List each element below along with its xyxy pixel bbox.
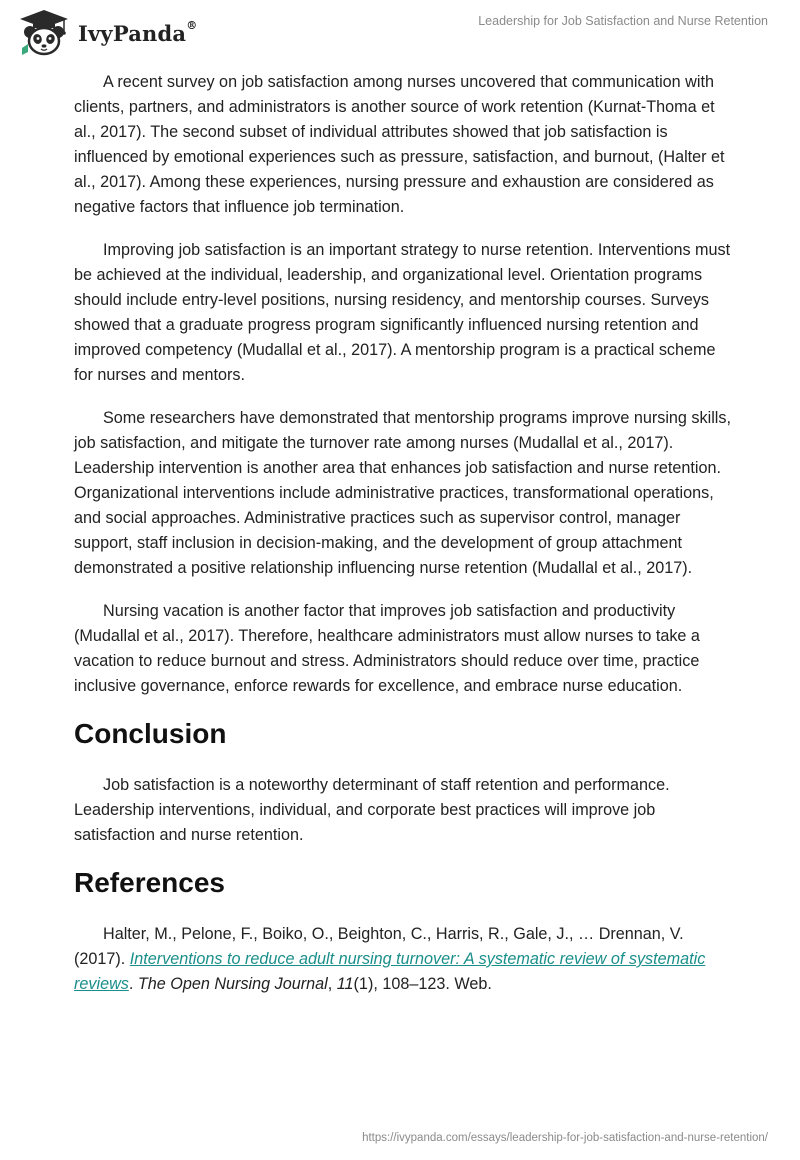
reference-rest: (1), 108–123. Web. <box>353 975 492 993</box>
conclusion-heading: Conclusion <box>74 718 227 749</box>
reference-volume: 11 <box>336 975 354 993</box>
reference-sep: , <box>327 975 337 993</box>
body-paragraph: Nursing vacation is another factor that improves job satisfaction and productivity (Mudallal et al., 2017). Therefore, healthcare administrators must allow nurses to take a vacation to reduce burnout and stress. Administrators should reduce over time, practice inclusive governance, enforce rewards for excellence, and embrace nurse education. <box>74 602 700 695</box>
body-paragraph: A recent survey on job satisfaction among nurses uncovered that communication with clients, partners, and administrators is another source of work retention (Kurnat-Thoma et al., 2017). The second subset of individual attributes showed that job satisfaction is influenced by emotional experiences such as pressure, satisfaction, and burnout, (Halter et al., 2017). Among these experiences, nursing pressure and exhaustion are considered as negative factors that influence job termination. <box>74 73 725 216</box>
brand-name: IvyPanda® <box>78 18 198 46</box>
conclusion-paragraph: Job satisfaction is a noteworthy determinant of staff retention and performance. Leadership interventions, individual, and corporate best practices will improve job satisfaction and nurse retention. <box>74 776 670 844</box>
reference-punct: . <box>128 975 138 993</box>
references-heading: References <box>74 867 225 898</box>
logo[interactable] <box>14 8 197 58</box>
panda-logo-icon <box>14 8 74 58</box>
body-paragraph: Some researchers have demonstrated that mentorship programs improve nursing skills, job satisfaction, and mitigate the turnover rate among nurses (Mudallal et al., 2017). Leadership intervention is another area that enhances job satisfaction and nurse retention. Organizational interventions include administrative practices, transformational operations, and social approaches. Administrative practices such as supervisor control, manager support, staff inclusion in decision-making, and the development of group attachment demonstrated a positive relationship influencing nurse retention (Mudallal et al., 2017). <box>74 409 731 577</box>
essay-content <box>74 70 734 1015</box>
reference-authors: Halter, M., Pelone, F., Boiko, O., Beighton, C., Harris, R., Gale, J., … Drennan, V. (2017). <box>74 925 684 968</box>
body-paragraph: Improving job satisfaction is an important strategy to nurse retention. Interventions must be achieved at the individual, leadership, and organizational level. Orientation programs should include entry-level positions, nursing residency, and mentorship courses. Surveys showed that a graduate progress program significantly influenced nursing retention and improved competency (Mudallal et al., 2017). A mentorship program is a practical scheme for nurses and mentors. <box>74 241 731 384</box>
page-header <box>0 0 800 60</box>
reference-entry <box>74 922 734 997</box>
footer-url[interactable]: https://ivypanda.com/essays/leadership-for-job-satisfaction-and-nurse-retention/ <box>362 1132 768 1144</box>
reference-journal: The Open Nursing Journal <box>137 975 328 993</box>
running-title: Leadership for Job Satisfaction and Nurse Retention <box>478 14 768 28</box>
registered-mark: ® <box>186 18 198 32</box>
reference-title-link[interactable]: Interventions to reduce adult nursing turnover: A systematic review of systematic reviews <box>74 950 706 993</box>
